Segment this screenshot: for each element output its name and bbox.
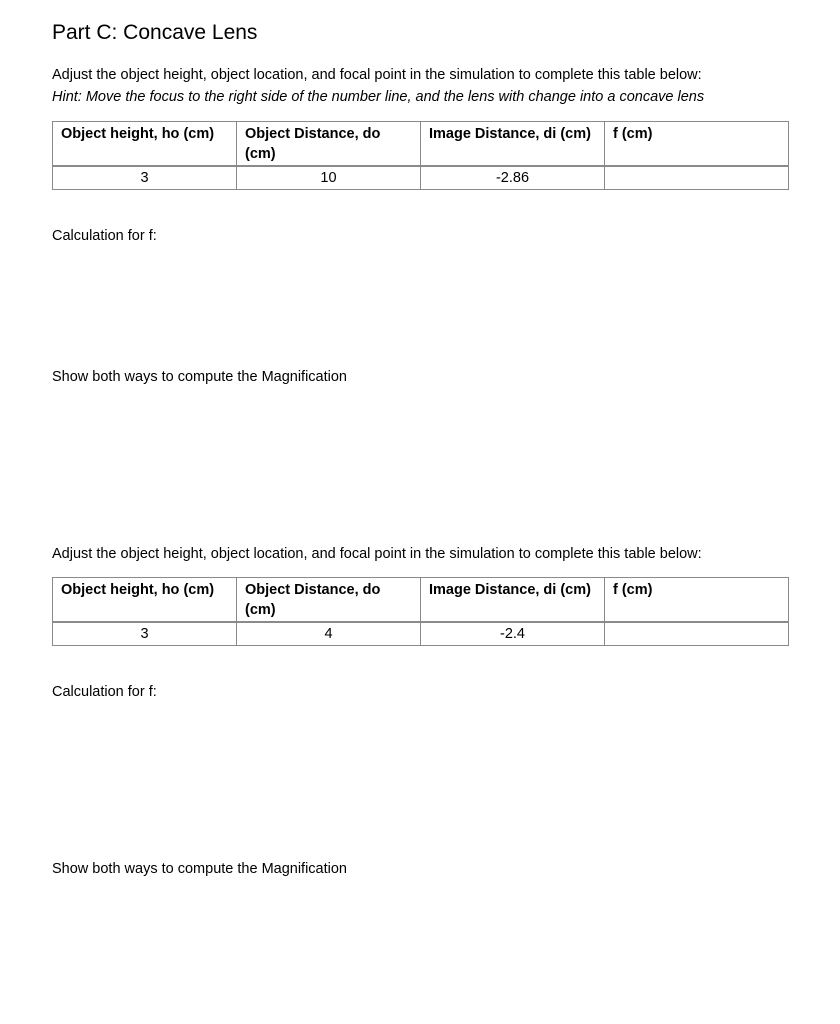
column-header-object-distance: Object Distance, do (cm) — [237, 122, 421, 167]
calculation-label-2: Calculation for f: — [52, 684, 157, 700]
hint-text: Hint: Move the focus to the right side of the number line, and the lens with change into a concave lens — [52, 89, 705, 105]
table-row — [53, 166, 789, 190]
column-header-image-distance: Image Distance, di (cm) — [421, 578, 605, 623]
magnification-label-2: Show both ways to compute the Magnification — [52, 861, 347, 877]
instruction-text-1: Adjust the object height, object location, and focal point in the simulation to complete this table below: — [52, 67, 702, 83]
page-title: Part C: Concave Lens — [52, 21, 258, 44]
cell-focal-length[interactable] — [605, 622, 789, 646]
column-header-image-distance: Image Distance, di (cm) — [421, 122, 605, 167]
data-table-1 — [52, 121, 789, 190]
column-header-focal-length: f (cm) — [605, 578, 789, 623]
cell-object-height: 3 — [53, 622, 237, 646]
magnification-label-1: Show both ways to compute the Magnification — [52, 369, 347, 385]
calculation-label-1: Calculation for f: — [52, 228, 157, 244]
data-table-2 — [52, 577, 789, 646]
cell-object-distance: 10 — [237, 166, 421, 190]
cell-image-distance: -2.86 — [421, 166, 605, 190]
table-row — [53, 622, 789, 646]
column-header-object-height: Object height, ho (cm) — [53, 122, 237, 167]
cell-object-height: 3 — [53, 166, 237, 190]
cell-focal-length[interactable] — [605, 166, 789, 190]
cell-image-distance: -2.4 — [421, 622, 605, 646]
cell-object-distance: 4 — [237, 622, 421, 646]
instruction-text-2: Adjust the object height, object location, and focal point in the simulation to complete this table below: — [52, 546, 702, 562]
column-header-object-distance: Object Distance, do (cm) — [237, 578, 421, 623]
column-header-focal-length: f (cm) — [605, 122, 789, 167]
column-header-object-height: Object height, ho (cm) — [53, 578, 237, 623]
